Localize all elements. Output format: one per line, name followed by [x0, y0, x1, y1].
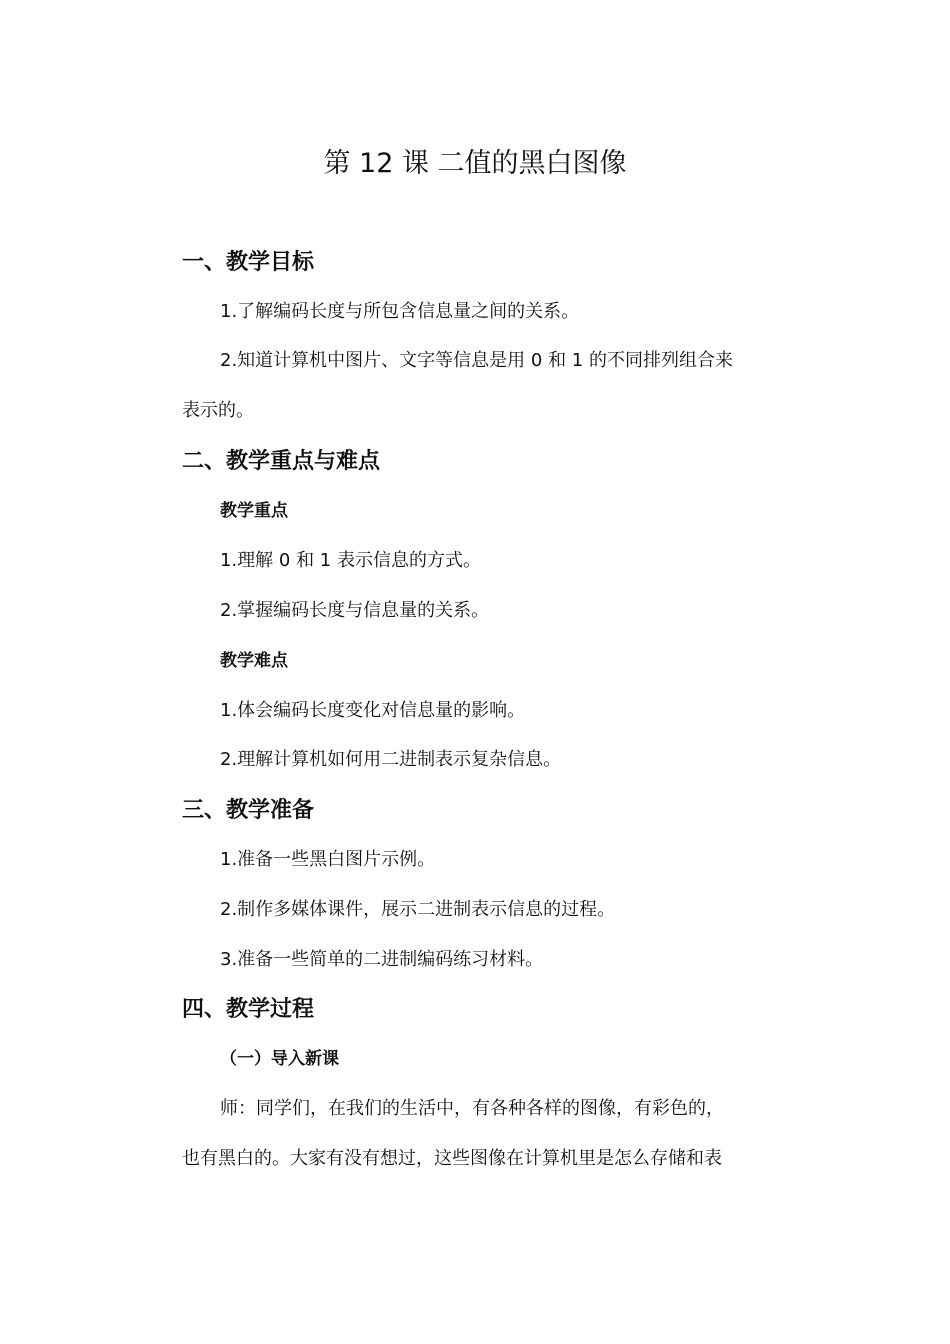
- difficult-points-heading: 教学难点: [220, 651, 288, 671]
- difficult-point-item-2: 2.理解计算机如何用二进制表示复杂信息。: [220, 749, 562, 770]
- difficult-point-item-1: 1.体会编码长度变化对信息量的影响。: [220, 700, 526, 721]
- process-sub-heading: （一）导入新课: [220, 1049, 339, 1069]
- preparation-item-3: 3.准备一些简单的二进制编码练习材料。: [220, 949, 544, 970]
- section-heading-preparation: 三、教学准备: [182, 798, 315, 823]
- section-heading-keypoints: 二、教学重点与难点: [182, 449, 381, 474]
- process-paragraph-line-1: 师：同学们，在我们的生活中，有各种各样的图像，有彩色的，: [220, 1098, 724, 1119]
- key-point-item-1: 1.理解 0 和 1 表示信息的方式。: [220, 550, 481, 571]
- process-paragraph-line-2: 也有黑白的。大家有没有想过，这些图像在计算机里是怎么存储和表: [182, 1148, 722, 1169]
- goal-item-2: 2.知道计算机中图片、文字等信息是用 0 和 1 的不同排列组合来: [220, 350, 733, 371]
- goal-item-1: 1.了解编码长度与所包含信息量之间的关系。: [220, 301, 580, 322]
- section-heading-goals: 一、教学目标: [182, 250, 315, 275]
- preparation-item-1: 1.准备一些黑白图片示例。: [220, 849, 436, 870]
- section-heading-process: 四、教学过程: [182, 997, 315, 1022]
- preparation-item-2: 2.制作多媒体课件，展示二进制表示信息的过程。: [220, 899, 616, 920]
- lesson-title: 第 12 课 二值的黑白图像: [323, 148, 627, 179]
- key-points-heading: 教学重点: [220, 501, 288, 521]
- key-point-item-2: 2.掌握编码长度与信息量的关系。: [220, 600, 490, 621]
- goal-item-2-continued: 表示的。: [182, 400, 254, 421]
